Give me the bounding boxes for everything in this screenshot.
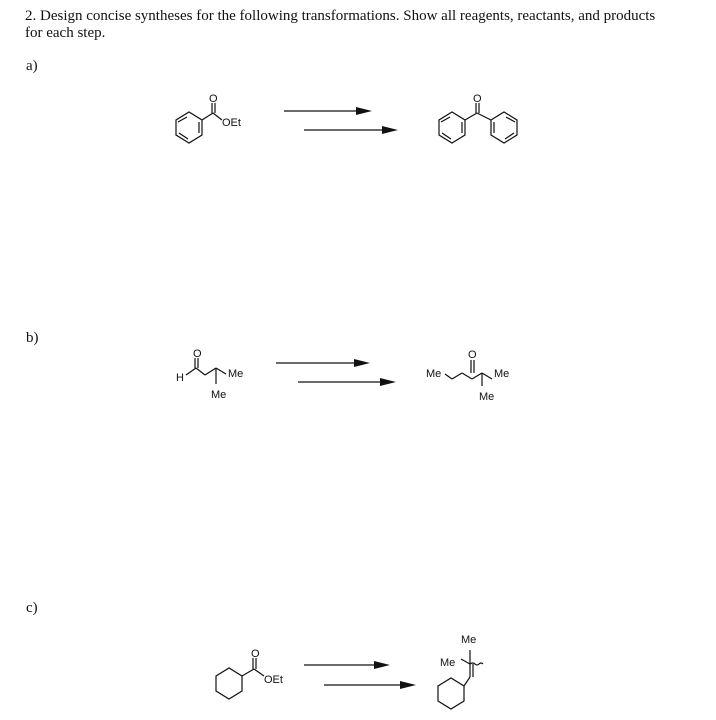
part-b-product-ethyl-me-label: Me bbox=[426, 368, 442, 380]
part-b-starting-material bbox=[186, 358, 226, 384]
part-b-product-me-label: Me bbox=[494, 368, 510, 380]
part-b-start-carbonyl-o: O bbox=[193, 348, 202, 360]
part-c-scheme bbox=[0, 626, 716, 720]
part-c-start-carbonyl-o: O bbox=[251, 648, 260, 660]
part-b-start-h-label: H bbox=[176, 372, 184, 384]
part-b-label: b) bbox=[26, 330, 39, 346]
part-a-start-oet-label: OEt bbox=[222, 117, 241, 129]
part-c-start-oet-label: OEt bbox=[264, 674, 283, 686]
part-c-starting-material bbox=[216, 658, 264, 699]
part-b-product-carbonyl-o: O bbox=[468, 349, 477, 361]
part-a-starting-material bbox=[176, 103, 222, 143]
part-a-start-carbonyl-o: O bbox=[209, 93, 218, 105]
part-c-label: c) bbox=[26, 600, 38, 616]
question-text: 2. Design concise syntheses for the following transformations. Show all reagents, reactants, and products for each step. bbox=[25, 8, 656, 41]
part-b-start-me-label: Me bbox=[228, 368, 244, 380]
part-b-scheme bbox=[0, 340, 716, 410]
part-b-reaction-arrows bbox=[276, 359, 396, 386]
part-a-product-carbonyl-o: O bbox=[473, 93, 482, 105]
part-b-product bbox=[445, 360, 492, 386]
part-b-product-branch-me-label: Me bbox=[479, 391, 495, 403]
part-a-label: a) bbox=[26, 58, 38, 74]
part-a-product bbox=[439, 103, 517, 143]
part-c-reaction-arrows bbox=[304, 661, 416, 689]
part-b-start-branch-me-label: Me bbox=[211, 389, 227, 401]
part-a-scheme bbox=[0, 80, 716, 160]
part-c-product-me-top-label: Me bbox=[461, 634, 477, 646]
part-a-reaction-arrows bbox=[284, 107, 398, 134]
part-c-product-me-left-label: Me bbox=[440, 657, 456, 669]
